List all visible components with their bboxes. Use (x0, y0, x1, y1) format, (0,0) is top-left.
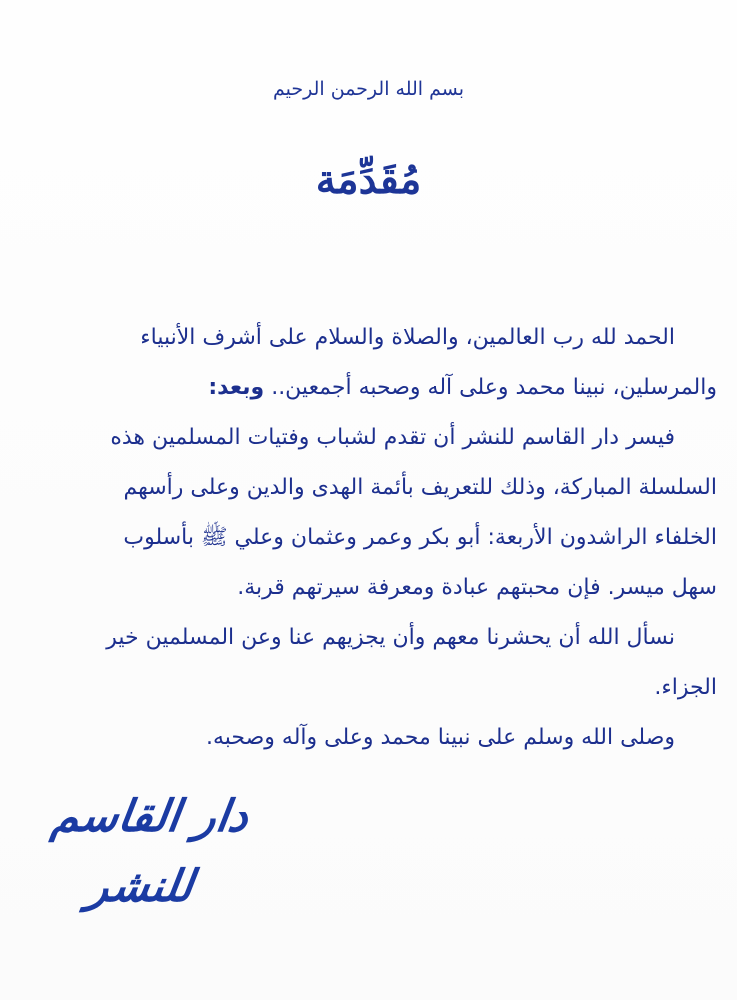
paragraph-line: وصلى الله وسلم على نبينا محمد وعلى وآله وصحبه. (205, 725, 675, 750)
publisher-signature: دار القاسم للنشر (48, 791, 252, 912)
paragraph-line-text: والمرسلين، نبينا محمد وعلى آله وصحبه أجمعين.. (264, 375, 717, 400)
paragraph-line: نسأل الله أن يحشرنا معهم وأن يجزيهم عنا وعن المسلمين خير (106, 625, 675, 650)
paragraph-line: سهل ميسر. فإن محبتهم عبادة ومعرفة سيرتهم قربة. (237, 575, 717, 600)
paragraph-line: فيسر دار القاسم للنشر أن تقدم لشباب وفتيات المسلمين هذه (110, 425, 675, 450)
paragraph-line: الجزاء. (654, 675, 717, 700)
paragraph-line: الحمد لله رب العالمين، والصلاة والسلام على أشرف الأنبياء (140, 325, 675, 350)
paragraph-line: الخلفاء الراشدون الأربعة: أبو بكر وعمر وعثمان وعلي ﷺ بأسلوب (123, 525, 717, 550)
paragraph-line: السلسلة المباركة، وذلك للتعريف بأئمة الهدى والدين وعلى رأسهم (123, 475, 717, 500)
wa-baad-label: وبعد: (208, 375, 265, 400)
basmala-header: بسم الله الرحمن الرحيم (273, 78, 464, 100)
page-title: مُقَدِّمَة (315, 156, 422, 203)
introduction-body (22, 313, 717, 763)
paragraph-line (22, 363, 717, 413)
